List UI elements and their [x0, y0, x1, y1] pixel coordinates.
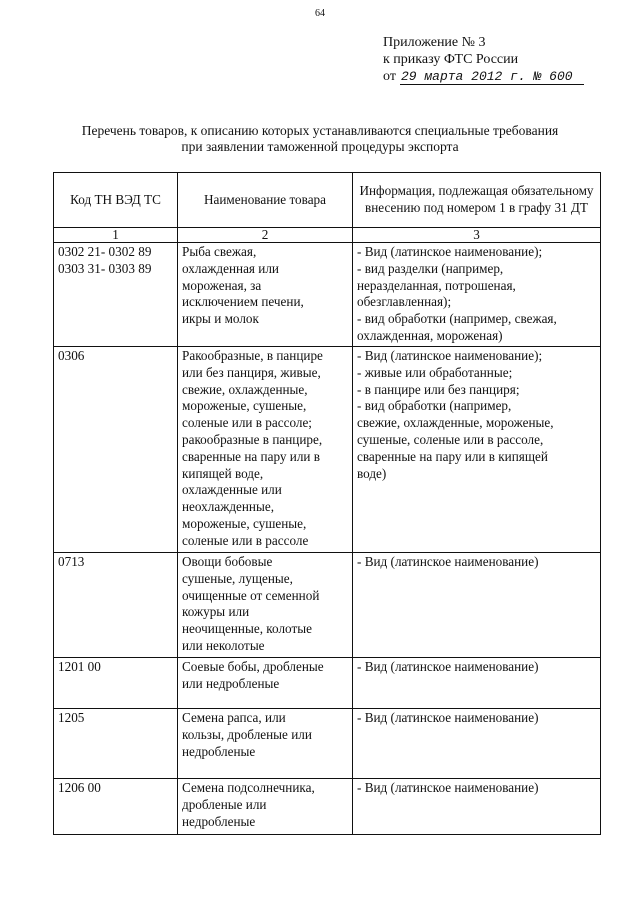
- column-number-row: [54, 228, 601, 243]
- table-row: [54, 709, 601, 779]
- annex-order-date-line: [383, 68, 584, 85]
- goods-table: [53, 172, 601, 835]
- header-code: Код ТН ВЭД ТС: [54, 173, 178, 228]
- document-title: [40, 123, 600, 155]
- table-row: [54, 779, 601, 835]
- row-code: 1206 00: [54, 779, 178, 835]
- document-title-line-2: при заявлении таможенной процедуры экспорта: [181, 139, 459, 154]
- table-row: [54, 658, 601, 709]
- row-name: Семена рапса, или кользы, дробленые или недробленые: [178, 709, 353, 779]
- page-number: 64: [315, 8, 325, 19]
- row-name: Соевые бобы, дробленые или недробленые: [178, 658, 353, 709]
- header-name: Наименование товара: [178, 173, 353, 228]
- row-info: - Вид (латинское наименование); - вид разделки (например, неразделанная, потрошеная, обезглавленная); - вид обработки (например, свежая, охлажденная, мороженая): [353, 243, 601, 347]
- row-name: Ракообразные, в панцире или без панциря, живые, свежие, охлажденные, мороженые, сушеные, соленые или в рассоле; ракообразные в панцире, сваренные на пару или в кипящей воде, охлажденные или неохлажденные, мороженые, сушеные, соленые или в рассоле: [178, 347, 353, 553]
- row-code: 1205: [54, 709, 178, 779]
- order-date-stamp: 29 марта 2012 г. № 600: [400, 70, 584, 85]
- row-name: Рыба свежая, охлажденная или мороженая, за исключением печени, икры и молок: [178, 243, 353, 347]
- header-info: Информация, подлежащая обязательному внесению под номером 1 в графу 31 ДТ: [353, 173, 601, 228]
- annex-block: [383, 34, 584, 85]
- column-number-3: 3: [353, 228, 601, 243]
- row-name: Семена подсолнечника, дробленые или недробленые: [178, 779, 353, 835]
- row-info: - Вид (латинское наименование): [353, 553, 601, 658]
- document-title-line-1: Перечень товаров, к описанию которых устанавливаются специальные требования: [81, 123, 559, 138]
- row-info: - Вид (латинское наименование); - живые или обработанные; - в панцире или без панциря; - вид обработки (например, свежие, охлажденные, мороженые, сушеные, соленые или в рассоле, сваренные на пару или в кипящей воде): [353, 347, 601, 553]
- column-number-2: 2: [178, 228, 353, 243]
- row-code: 1201 00: [54, 658, 178, 709]
- row-code: 0302 21- 0302 89 0303 31- 0303 89: [54, 243, 178, 347]
- row-code: 0713: [54, 553, 178, 658]
- table-row: [54, 553, 601, 658]
- row-info: - Вид (латинское наименование): [353, 779, 601, 835]
- column-number-1: 1: [54, 228, 178, 243]
- table-row: [54, 243, 601, 347]
- row-info: - Вид (латинское наименование): [353, 658, 601, 709]
- row-code: 0306: [54, 347, 178, 553]
- annex-order-reference: к приказу ФТС России: [383, 52, 519, 67]
- table-header-row: [54, 173, 601, 228]
- annex-title: Приложение № 3: [383, 35, 486, 50]
- table-row: [54, 347, 601, 553]
- row-name: Овощи бобовые сушеные, лущеные, очищенные от семенной кожуры или неочищенные, колотые или неколотые: [178, 553, 353, 658]
- order-prefix: от: [383, 69, 396, 84]
- row-info: - Вид (латинское наименование): [353, 709, 601, 779]
